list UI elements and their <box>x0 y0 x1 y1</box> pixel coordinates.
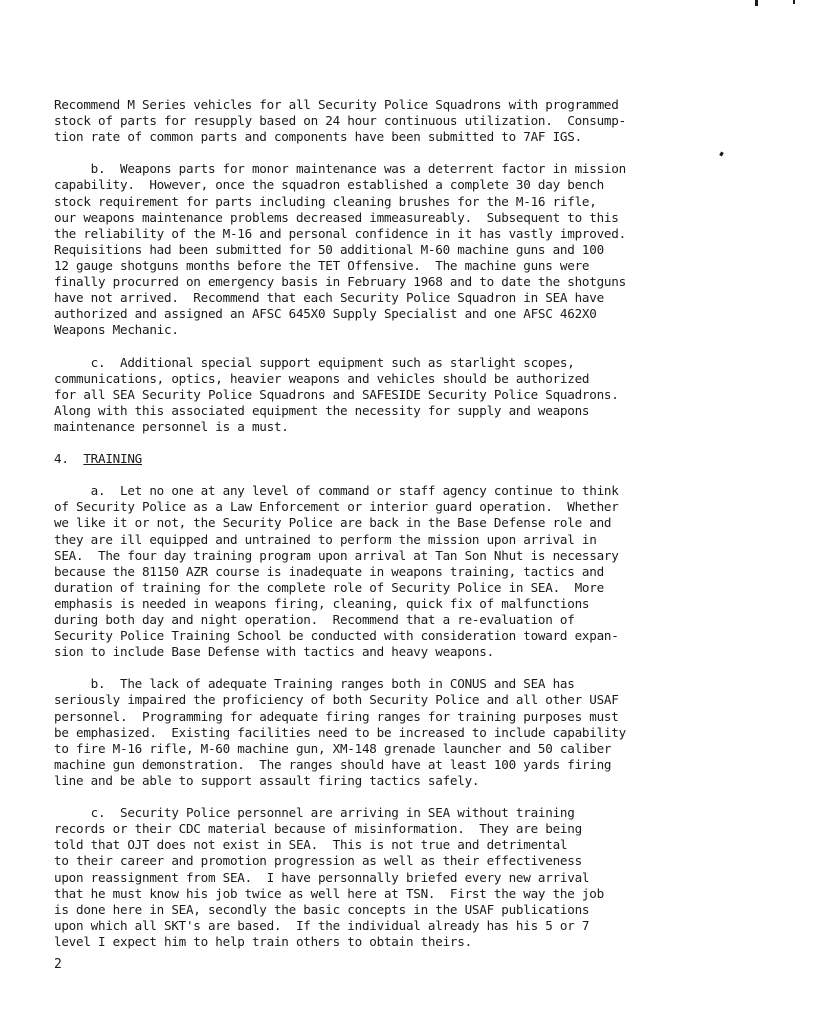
text-line: be emphasized. Existing facilities need to be increased to include capability <box>54 724 626 740</box>
text-line: line and be able to support assault firing tactics safely. <box>54 772 480 788</box>
text-line: upon which all SKT's are based. If the individual already has his 5 or 7 <box>54 917 590 933</box>
text-line: b. The lack of adequate Training ranges both in CONUS and SEA has <box>54 676 575 692</box>
section-heading-training <box>54 451 694 467</box>
text-line: the reliability of the M-16 and personal confidence in it has vastly improved. <box>54 225 626 241</box>
paragraph-b-weapons-parts <box>54 161 694 338</box>
text-line: Along with this associated equipment the necessity for supply and weapons <box>54 402 590 418</box>
text-line: to their career and promotion progression as well as their effectiveness <box>54 853 582 869</box>
text-line: machine gun demonstration. The ranges should have at least 100 yards firing <box>54 756 612 772</box>
section-number: 4. <box>54 451 84 467</box>
text-line: personnel. Programming for adequate firing ranges for training purposes must <box>54 708 619 724</box>
text-line: c. Security Police personnel are arriving in SEA without training <box>54 805 575 821</box>
paragraph-4a <box>54 483 694 660</box>
paragraph-intro <box>54 97 694 145</box>
text-line: Recommend M Series vehicles for all Security Police Squadrons with programmed <box>54 97 619 112</box>
text-line: maintenance personnel is a must. <box>54 418 289 434</box>
text-line: that he must know his job twice as well here at TSN. First the way the job <box>54 885 604 901</box>
text-line: Weapons Mechanic. <box>54 322 179 338</box>
text-line: for all SEA Security Police Squadrons and SAFESIDE Security Police Squadrons. <box>54 386 619 402</box>
text-line: during both day and night operation. Recommend that a re-evaluation of <box>54 612 575 627</box>
text-line: told that OJT does not exist in SEA. This is not true and detrimental <box>54 837 568 853</box>
text-line: tion rate of common parts and components have been submitted to 7AF IGS. <box>54 129 582 145</box>
text-line: we like it or not, the Security Police are back in the Base Defense role and <box>54 515 612 531</box>
text-line: to fire M-16 rifle, M-60 machine gun, XM-148 grenade launcher and 50 caliber <box>54 740 612 756</box>
document-body <box>54 97 694 950</box>
text-line: our weapons maintenance problems decreased immeasureably. Subsequent to this <box>54 209 619 225</box>
text-line: they are ill equipped and untrained to perform the mission upon arrival in <box>54 531 597 547</box>
text-line: records or their CDC material because of misinformation. They are being <box>54 821 582 837</box>
text-line: capability. However, once the squadron established a complete 30 day bench <box>54 177 604 193</box>
text-line: Security Police Training School be conducted with consideration toward expan- <box>54 628 619 644</box>
text-line: sion to include Base Defense with tactics and heavy weapons. <box>54 644 494 660</box>
text-line: finally procurred on emergency basis in February 1968 and to date the shotguns <box>54 274 626 290</box>
text-line: SEA. The four day training program upon arrival at Tan Son Nhut is necessary <box>54 547 619 563</box>
text-line: a. Let no one at any level of command or staff agency continue to think <box>54 483 619 499</box>
text-line: is done here in SEA, secondly the basic concepts in the USAF publications <box>54 901 590 917</box>
scan-mark <box>719 152 724 157</box>
text-line: 12 gauge shotguns months before the TET Offensive. The machine guns were <box>54 257 590 273</box>
paragraph-c-support-equipment <box>54 355 694 435</box>
text-line: seriously impaired the proficiency of both Security Police and all other USAF <box>54 692 619 708</box>
text-line: because the 81150 AZR course is inadequate in weapons training, tactics and <box>54 563 604 579</box>
text-line: of Security Police as a Law Enforcement or interior guard operation. Whether <box>54 499 619 515</box>
text-line: duration of training for the complete role of Security Police in SEA. More <box>54 579 604 595</box>
text-line: emphasis is needed in weapons firing, cleaning, quick fix of malfunctions <box>54 595 590 611</box>
text-line: authorized and assigned an AFSC 645X0 Supply Specialist and one AFSC 462X0 <box>54 306 597 322</box>
text-line: stock of parts for resupply based on 24 hour continuous utilization. Consump- <box>54 113 626 129</box>
text-line: Requisitions had been submitted for 50 additional M-60 machine guns and 100 <box>54 241 604 257</box>
text-line: communications, optics, heavier weapons and vehicles should be authorized <box>54 370 590 386</box>
text-line: stock requirement for parts including cleaning brushes for the M-16 rifle, <box>54 193 597 209</box>
section-title: TRAINING <box>83 451 143 467</box>
text-line: upon reassignment from SEA. I have personnally briefed every new arrival <box>54 869 590 885</box>
page-number: 2 <box>54 957 62 972</box>
paragraph-4c <box>54 805 694 950</box>
paragraph-4b <box>54 676 694 789</box>
text-line: level I expect him to help train others to obtain theirs. <box>54 933 472 949</box>
scan-mark <box>793 0 795 4</box>
text-line: have not arrived. Recommend that each Security Police Squadron in SEA have <box>54 290 604 306</box>
text-line: c. Additional special support equipment such as starlight scopes, <box>54 354 575 370</box>
text-line: b. Weapons parts for monor maintenance was a deterrent factor in mission <box>54 161 626 177</box>
scan-mark <box>755 0 758 6</box>
